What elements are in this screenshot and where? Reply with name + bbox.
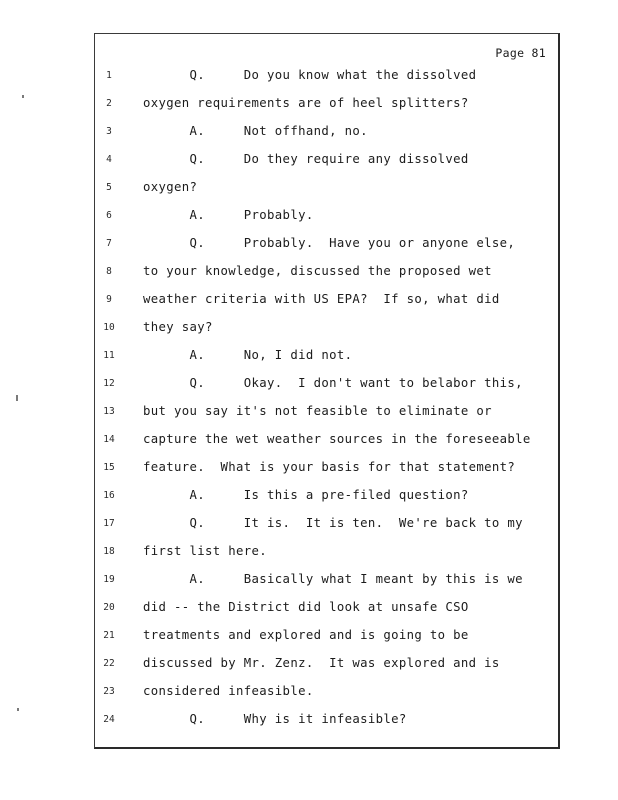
- line-number: 19: [103, 574, 115, 585]
- line-text: oxygen?: [143, 180, 198, 194]
- transcript-line: [95, 208, 561, 228]
- transcript-line: [95, 460, 561, 480]
- line-number: 17: [103, 518, 115, 529]
- line-text: Q. Okay. I don't want to belabor this,: [143, 376, 523, 390]
- transcript-line: [95, 404, 561, 424]
- transcript-line: [95, 432, 561, 452]
- transcript-line: [95, 68, 561, 88]
- line-text: A. Is this a pre-filed question?: [143, 488, 469, 502]
- transcript-page: [94, 33, 560, 749]
- line-text: did -- the District did look at unsafe CSO: [143, 600, 469, 614]
- line-text: A. Not offhand, no.: [143, 124, 368, 138]
- line-number: 22: [103, 658, 115, 669]
- line-text: discussed by Mr. Zenz. It was explored and is: [143, 656, 500, 670]
- transcript-line: [95, 544, 561, 564]
- line-number: 18: [103, 546, 115, 557]
- line-number: 21: [103, 630, 115, 641]
- line-number: 14: [103, 434, 115, 445]
- line-text: capture the wet weather sources in the foreseeable: [143, 432, 531, 446]
- line-text: feature. What is your basis for that statement?: [143, 460, 516, 474]
- transcript-line: [95, 124, 561, 144]
- line-number: 16: [103, 490, 115, 501]
- line-text: Q. Why is it infeasible?: [143, 712, 407, 726]
- line-text: first list here.: [143, 544, 268, 558]
- line-number: 23: [103, 686, 115, 697]
- transcript-line: [95, 264, 561, 284]
- transcript-line: [95, 96, 561, 116]
- line-number: 24: [103, 714, 115, 725]
- transcript-line: [95, 684, 561, 704]
- transcript-line: [95, 572, 561, 592]
- transcript-line: [95, 180, 561, 200]
- line-text: oxygen requirements are of heel splitters?: [143, 96, 469, 110]
- transcript-line: [95, 292, 561, 312]
- line-number: 13: [103, 406, 115, 417]
- line-text: Q. Do they require any dissolved: [143, 152, 469, 166]
- page-number: Page 81: [495, 46, 546, 60]
- line-number: 11: [103, 350, 115, 361]
- transcript-line: [95, 628, 561, 648]
- line-number: 15: [103, 462, 115, 473]
- line-text: Q. It is. It is ten. We're back to my: [143, 516, 523, 530]
- line-number: 12: [103, 378, 115, 389]
- line-number: 10: [103, 322, 115, 333]
- transcript-line: [95, 236, 561, 256]
- transcript-line: [95, 376, 561, 396]
- line-text: Q. Probably. Have you or anyone else,: [143, 236, 516, 250]
- line-text: but you say it's not feasible to eliminate or: [143, 404, 492, 418]
- line-text: A. Basically what I meant by this is we: [143, 572, 523, 586]
- transcript-line: [95, 600, 561, 620]
- line-text: A. No, I did not.: [143, 348, 353, 362]
- line-text: considered infeasible.: [143, 684, 314, 698]
- line-number: 4: [106, 154, 112, 165]
- transcript-line: [95, 348, 561, 368]
- line-text: weather criteria with US EPA? If so, what did: [143, 292, 500, 306]
- transcript-line: [95, 516, 561, 536]
- scan-speck: [22, 95, 24, 98]
- scan-speck: [16, 395, 18, 401]
- line-number: 6: [106, 210, 112, 221]
- line-text: A. Probably.: [143, 208, 314, 222]
- line-number: 1: [106, 70, 112, 81]
- transcript-line: [95, 712, 561, 732]
- line-number: 2: [106, 98, 112, 109]
- line-text: to your knowledge, discussed the proposed wet: [143, 264, 492, 278]
- line-number: 7: [106, 238, 112, 249]
- transcript-line: [95, 152, 561, 172]
- line-text: Q. Do you know what the dissolved: [143, 68, 477, 82]
- line-text: treatments and explored and is going to be: [143, 628, 469, 642]
- transcript-line: [95, 320, 561, 340]
- line-number: 3: [106, 126, 112, 137]
- line-number: 20: [103, 602, 115, 613]
- transcript-line: [95, 488, 561, 508]
- transcript-line: [95, 656, 561, 676]
- line-number: 9: [106, 294, 112, 305]
- scan-speck: [17, 708, 19, 711]
- line-number: 5: [106, 182, 112, 193]
- line-number: 8: [106, 266, 112, 277]
- line-text: they say?: [143, 320, 213, 334]
